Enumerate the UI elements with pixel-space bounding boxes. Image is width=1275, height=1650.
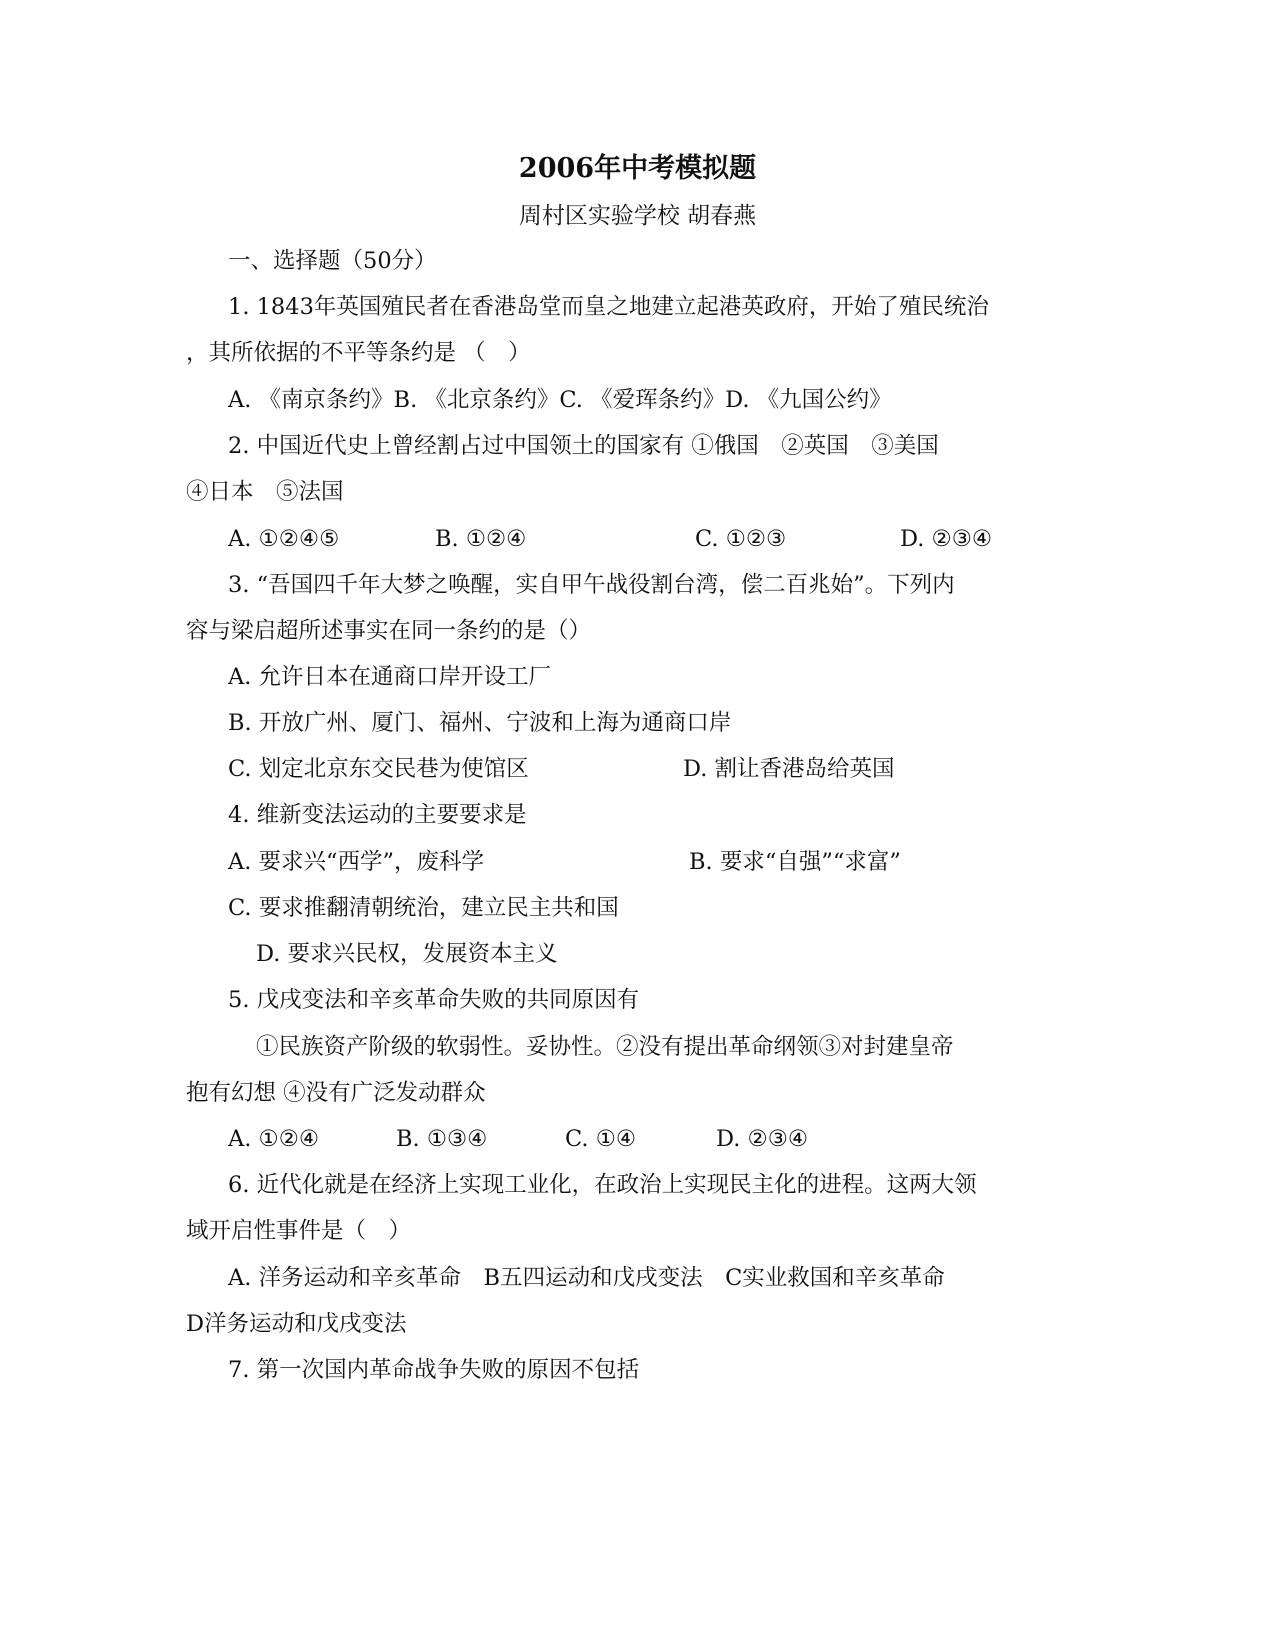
question-5-line-3: 抱有幻想 ④没有广泛发动群众 [186,1080,486,1106]
question-7-line-1: 7. 第一次国内革命战争失败的原因不包括 [228,1357,640,1383]
question-5-option-c: C. ①④ [565,1126,637,1152]
question-2-option-b: B. ①②④ [435,526,527,552]
author-line: 周村区实验学校 胡春燕 [518,203,757,229]
question-2-line-1: 2. 中国近代史上曾经割占过中国领土的国家有 ①俄国 ②英国 ③美国 [228,433,939,459]
question-3-option-b: B. 开放广州、厦门、福州、宁波和上海为通商口岸 [228,710,732,736]
question-1-options: A. 《南京条约》B. 《北京条约》C. 《爱珲条约》D. 《九国公约》 [228,387,892,413]
question-2-line-2: ④日本 ⑤法国 [186,479,344,505]
question-4-option-c: C. 要求推翻清朝统治，建立民主共和国 [228,895,619,921]
question-6-line-1: 6. 近代化就是在经济上实现工业化，在政治上实现民主化的进程。这两大领 [228,1172,977,1198]
question-1-line-1: 1. 1843年英国殖民者在香港岛堂而皇之地建立起港英政府，开始了殖民统治 [228,294,989,320]
question-6-options-line-1: A. 洋务运动和辛亥革命 B五四运动和戊戌变法 C实业救国和辛亥革命 [228,1265,945,1291]
question-3-option-a: A. 允许日本在通商口岸开设工厂 [228,664,552,690]
question-3-option-d: D. 割让香港岛给英国 [683,756,895,782]
question-6-line-2: 域开启性事件是（ ） [186,1218,412,1244]
question-4-option-d: D. 要求兴民权，发展资本主义 [256,941,558,967]
question-6-options-line-2: D洋务运动和戊戌变法 [186,1311,407,1337]
question-5-option-d: D. ②③④ [716,1126,809,1152]
question-5-option-b: B. ①③④ [396,1126,488,1152]
question-4-option-a: A. 要求兴“西学”，废科学 [228,849,485,875]
section-heading: 一、选择题（50分） [228,248,437,274]
question-5-line-2: ①民族资产阶级的软弱性。妥协性。②没有提出革命纲领③对封建皇帝 [256,1034,954,1060]
question-2-option-c: C. ①②③ [695,526,787,552]
question-3-option-c: C. 划定北京东交民巷为使馆区 [228,756,529,782]
question-4-option-b: B. 要求“自强”“求富” [689,849,901,875]
question-2-option-a: A. ①②④⑤ [228,526,340,552]
page-title: 2006年中考模拟题 [518,153,757,184]
question-5-line-1: 5. 戊戌变法和辛亥革命失败的共同原因有 [228,987,640,1013]
question-5-option-a: A. ①②④ [228,1126,320,1152]
question-2-option-d: D. ②③④ [900,526,993,552]
question-3-line-1: 3. “吾国四千年大梦之唤醒，实自甲午战役割台湾，偿二百兆始”。下列内 [228,572,955,598]
question-1-line-2: ，其所依据的不平等条约是 （ ） [186,340,531,366]
question-4-line-1: 4. 维新变法运动的主要要求是 [228,802,527,828]
question-3-line-2: 容与梁启超所述事实在同一条约的是（） [186,618,592,644]
